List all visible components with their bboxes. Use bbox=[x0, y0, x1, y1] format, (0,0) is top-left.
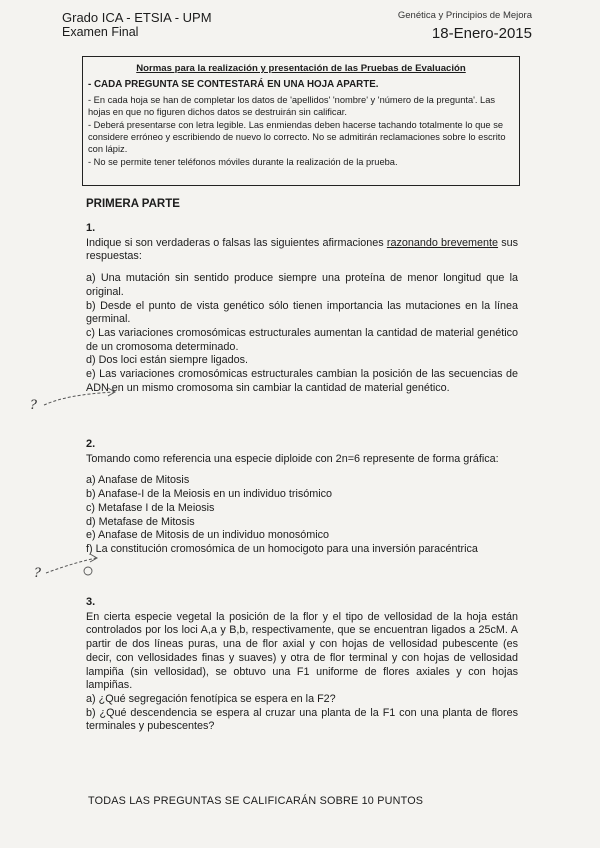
question-number: 2. bbox=[86, 438, 96, 450]
header-date: 18-Enero-2015 bbox=[431, 25, 532, 42]
header-left bbox=[62, 10, 212, 40]
header-exam-type: Examen Final bbox=[62, 25, 139, 39]
question-item: b) Desde el punto de vista genético sólo tienen importancia las mutaciones en la línea germinal. bbox=[86, 299, 518, 326]
question-intro bbox=[86, 237, 518, 264]
question-item: c) Metafase I de la Meiosis bbox=[86, 501, 215, 514]
question-item: e) Anafase de Mitosis de un individuo monosómico bbox=[86, 529, 330, 542]
question-item: e) Las variaciones cromosómicas estructurales cambian la posición de las secuencias de ADN en un mismo cromosoma sin cambiar la cantidad de material genético. bbox=[86, 368, 518, 394]
question-items bbox=[86, 474, 518, 556]
question-3 bbox=[86, 596, 518, 734]
rules-item: - No se permite tener teléfonos móviles durante la realización de la prueba. bbox=[88, 157, 398, 167]
footer-note: TODAS LAS PREGUNTAS SE CALIFICARÁN SOBRE 10 PUNTOS bbox=[88, 795, 424, 807]
header-right bbox=[398, 10, 532, 43]
question-mark-annotation: ? bbox=[30, 398, 37, 413]
rules-item: - En cada hoja se han de completar los datos de 'apellidos' 'nombre' y 'número de la pregunta'. Las hojas en que no figuren dichos datos se destruirán sin calificar. bbox=[88, 95, 496, 117]
rules-item: - CADA PREGUNTA SE CONTESTARÁ EN UNA HOJA APARTE. bbox=[88, 79, 379, 90]
question-number: 3. bbox=[86, 596, 96, 608]
intro-text: sus respuestas: bbox=[86, 236, 518, 263]
rules-box bbox=[82, 56, 520, 186]
intro-underlined: razonando brevemente bbox=[386, 236, 499, 249]
question-item: c) Las variaciones cromosómicas estructurales aumentan la cantidad de material genético de un cromosoma determinado. bbox=[86, 326, 518, 353]
question-item: f) La constitución cromosómica de un homocigoto para una inversión paracéntrica bbox=[86, 542, 478, 555]
rules-item: - Deberá presentarse con letra legible. Las enmiendas deben hacerse tachando totalmente lo que se considere erróneo y escribiendo de nuevo lo correcto. No se admitirán reclamaciones sobre lo escrito con lápiz. bbox=[88, 120, 506, 154]
question-1 bbox=[86, 222, 518, 395]
question-item: d) Dos loci están siempre ligados. bbox=[86, 354, 249, 367]
intro-text: Indique si son verdaderas o falsas las siguientes afirmaciones bbox=[86, 236, 387, 249]
header-course: Grado ICA - ETSIA - UPM bbox=[62, 10, 212, 25]
pencil-circle bbox=[84, 567, 92, 575]
question-paragraph: En cierta especie vegetal la posición de la flor y el tipo de vellosidad de la hoja están controlados por los loci A,a y B,b, respectivamente, que se encuentran ligados a 25cM. A partir de dos líneas puras, una de flor axial y con hojas de vellosidad pubescente (es decir, con vellosidades finas y suaves) y otra de flor terminal y con hojas de vellosidad lampiña (sin vellosidad), se obtuvo una F1 uniforme de flores axiales y con hojas lampiñas. bbox=[86, 610, 518, 692]
question-2 bbox=[86, 438, 518, 557]
section-title: PRIMERA PARTE bbox=[86, 198, 180, 210]
header-subject: Genética y Principios de Mejora bbox=[397, 10, 532, 21]
question-item: a) Una mutación sin sentido produce siempre una proteína de menor longitud que la original. bbox=[86, 272, 518, 298]
question-intro: Tomando como referencia una especie diploide con 2n=6 represente de forma gráfica: bbox=[86, 452, 499, 465]
question-number: 1. bbox=[86, 222, 96, 234]
question-mark-annotation: ? bbox=[34, 566, 41, 581]
question-item: b) Anafase-I de la Meiosis en un individuo trisómico bbox=[86, 488, 333, 501]
rules-title: Normas para la realización y presentación de las Pruebas de Evaluación bbox=[136, 63, 466, 74]
question-item: d) Metafase de Mitosis bbox=[86, 515, 195, 528]
question-item: b) ¿Qué descendencia se espera al cruzar una planta de la F1 con una planta de flores terminales y pubescentes? bbox=[86, 706, 518, 733]
pencil-arrow bbox=[46, 558, 96, 573]
question-item: a) Anafase de Mitosis bbox=[86, 474, 190, 487]
question-item: a) ¿Qué segregación fenotípica se espera en la F2? bbox=[86, 692, 336, 705]
question-items bbox=[86, 272, 518, 395]
